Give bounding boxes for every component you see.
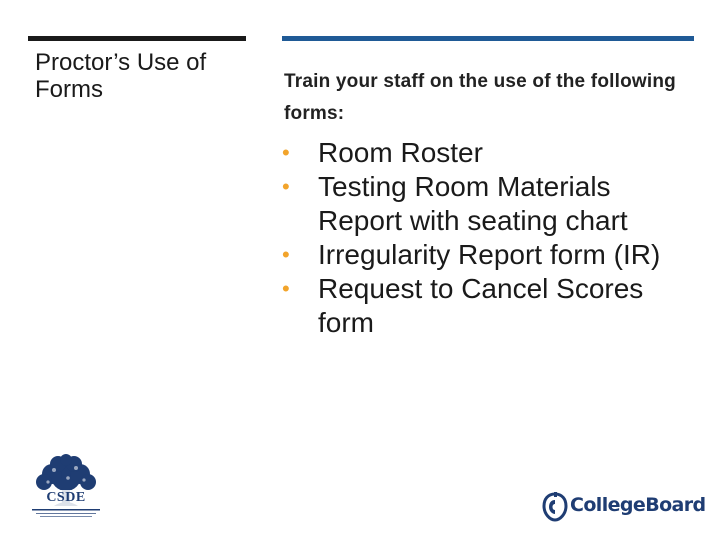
bullet-dot-icon: • [282, 140, 290, 165]
bullet-text: Irregularity Report form (IR) [318, 239, 661, 270]
bullet-dot-icon: • [282, 242, 290, 267]
right-header-rule [282, 36, 694, 41]
left-header-rule [28, 36, 246, 41]
csde-logo [24, 454, 108, 524]
bullet-item-materials-report [282, 170, 702, 238]
collegeboard-logo [542, 492, 706, 524]
bullet-text: Room Roster [318, 137, 483, 168]
bullet-dot-icon: • [282, 174, 290, 199]
bullet-item-cancel-scores [282, 272, 702, 340]
forms-bullet-list [282, 136, 702, 340]
slide-intro-text: Train your staff on the use of the following forms: [284, 71, 676, 124]
collegeboard-logo-text: CollegeBoard [570, 494, 706, 516]
acorn-icon [542, 492, 568, 522]
csde-tagline-graphic [30, 508, 102, 518]
bullet-dot-icon: • [282, 276, 290, 301]
csde-logo-text: CSDE [36, 490, 96, 506]
bullet-item-irregularity-report [282, 238, 702, 272]
slide-section-title: Proctor’s Use of Forms [35, 49, 207, 103]
bullet-text: Request to Cancel Scores form [318, 273, 644, 338]
bullet-item-room-roster [282, 136, 702, 170]
bullet-text: Testing Room Materials Report with seating chart [318, 171, 628, 236]
